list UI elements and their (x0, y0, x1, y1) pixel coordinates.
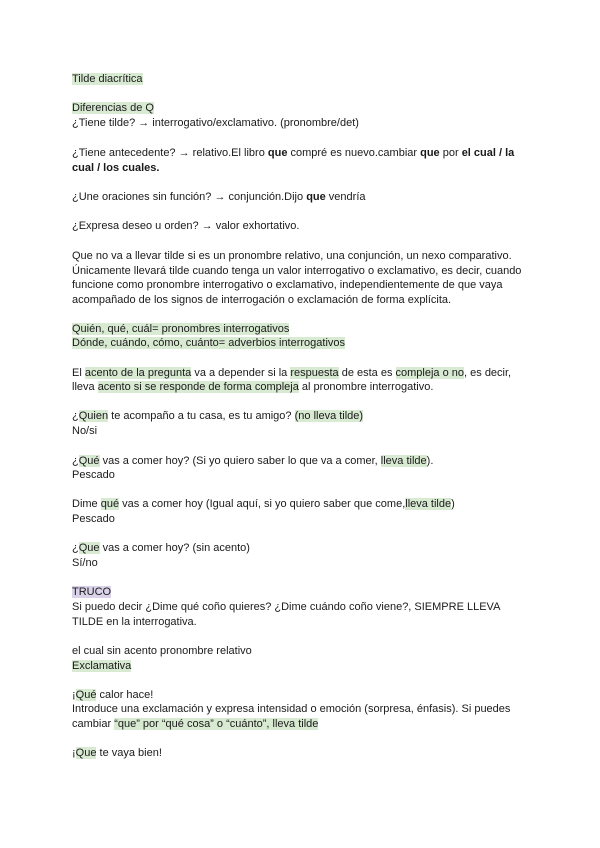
paragraph-acento-cont (72, 380, 433, 394)
highlight: acento si se responde de forma compleja (97, 381, 299, 393)
text-segment: Dime (72, 498, 101, 510)
text-segment: por (439, 147, 462, 159)
highlight: lleva tilde (405, 498, 452, 510)
highlight: acento de la pregunta (84, 367, 192, 379)
example-que-sin-acento (72, 541, 250, 555)
highlight: Qué (78, 455, 100, 467)
text-segment: ¿Une oraciones sin función? → conjunción.Dijo (72, 191, 307, 203)
text-segment: ¡ (72, 747, 76, 759)
text-segment: compré es nuevo.cambiar (287, 147, 421, 159)
text-segment: vas a comer hoy? (sin acento) (99, 542, 250, 554)
example-answer: Sí/no (72, 557, 98, 569)
paragraph-line: acompañado de los signos de interrogación o exclamación de forma explícita. (72, 294, 452, 306)
adverbios-line (72, 336, 345, 350)
text-segment: al pronombre interrogativo. (298, 381, 434, 393)
highlight: lleva tilde (380, 455, 427, 467)
truco-line: Si puedo decir ¿Dime qué coño quieres? ¿Dime cuándo coño viene?, SIEMPRE LLEVA (72, 601, 501, 613)
text-segment: de esta es (338, 367, 396, 379)
text-segment: te acompaño a tu casa, es tu amigo? (108, 410, 295, 422)
text-segment: ¿ (72, 542, 79, 554)
title-highlight: Tilde diacrítica (72, 73, 143, 85)
text-segment: vas a comer hoy (Igual aquí, si yo quiero saber que come, (119, 498, 406, 510)
text-segment: ) (451, 498, 455, 510)
text-segment: , es decir, (464, 367, 512, 379)
truco-highlight: TRUCO (72, 586, 112, 598)
example-quien (72, 409, 363, 423)
text-segment: ¿Tiene antecedente? → relativo.El libro (72, 147, 268, 159)
bold-que: que (420, 147, 440, 159)
highlight: Que (78, 542, 100, 554)
text-segment: El (72, 367, 85, 379)
highlight: Que (75, 747, 97, 759)
question-exhortativo: ¿Expresa deseo u orden? → valor exhortativo. (72, 220, 300, 232)
section-heading (72, 101, 154, 115)
adverbios-highlight: Dónde, cuándo, cómo, cuánto= adverbios interrogativos (72, 337, 346, 349)
question-conjuncion (72, 190, 366, 204)
example-que-calor (72, 688, 153, 702)
highlight: (no lleva tilde) (294, 410, 364, 422)
truco-heading (72, 585, 111, 599)
bold-el-cual: el cual / la (461, 147, 515, 159)
text-segment: calor hace! (96, 689, 154, 701)
question-antecedente (72, 146, 514, 160)
exclamativa-highlight: Exclamativa (72, 660, 132, 672)
example-que-comer (72, 454, 433, 468)
text-segment: te vaya bien! (96, 747, 162, 759)
text-segment: ¿ (72, 455, 79, 467)
text-segment: cambiar (72, 718, 115, 730)
highlight: qué (100, 498, 120, 510)
text-segment: ). (426, 455, 434, 467)
q-heading: Diferencias de Q (72, 102, 154, 114)
paragraph-exclamacion-cont (72, 717, 318, 731)
paragraph-acento (72, 366, 511, 380)
highlight: respuesta (290, 367, 339, 379)
doc-title (72, 72, 143, 86)
bold-cual: cual / los cuales. (72, 162, 160, 174)
exclamativa-heading (72, 659, 131, 673)
highlight: Qué (75, 689, 97, 701)
pronombres-line (72, 322, 289, 336)
highlight: compleja o no (395, 367, 465, 379)
example-dime-que (72, 497, 455, 511)
paragraph-line: Únicamente llevará tilde cuando tenga un valor interrogativo o exclamativo, es decir, cuando (72, 265, 522, 277)
bold-que: que (267, 147, 288, 159)
question-tilde: ¿Tiene tilde? → interrogativo/exclamativo. (pronombre/det) (72, 117, 359, 129)
question-antecedente-cont (72, 161, 159, 175)
highlight: Quien (78, 410, 109, 422)
text-segment: va a depender si la (191, 367, 291, 379)
text-segment: ¿ (72, 410, 79, 422)
example-answer: Pescado (72, 513, 115, 525)
paragraph-line: Que no va a llevar tilde si es un pronombre relativo, una conjunción, un nexo comparativo. (72, 250, 512, 262)
truco-line: TILDE en la interrogativa. (72, 616, 197, 628)
paragraph-exclamacion: Introduce una exclamación y expresa intensidad o emoción (sorpresa, énfasis). Si puedes (72, 703, 511, 715)
text-segment: vendría (325, 191, 366, 203)
highlight: “que” por “qué cosa” o “cuánto”, lleva tilde (114, 718, 319, 730)
pronombres-highlight: Quién, qué, cuál= pronombres interrogativos (72, 323, 290, 335)
cual-line: el cual sin acento pronombre relativo (72, 645, 252, 657)
paragraph-line: funcione como pronombre interrogativo o exclamativo, independientemente de que vaya (72, 279, 503, 291)
text-segment: vas a comer hoy? (Si yo quiero saber lo que va a comer, (99, 455, 381, 467)
text-segment: lleva (72, 381, 98, 393)
text-segment: ¡ (72, 689, 76, 701)
example-que-vaya (72, 746, 162, 760)
example-answer: No/si (72, 425, 98, 437)
example-answer: Pescado (72, 469, 115, 481)
bold-que: que (306, 191, 326, 203)
